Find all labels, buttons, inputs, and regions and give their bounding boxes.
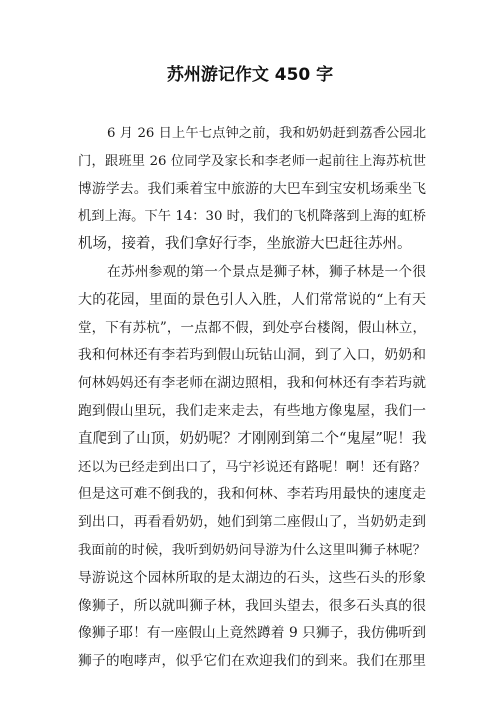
text-line: 狮子的咆哮声，似乎它们在欢迎我们的到来。我们在那里: [78, 653, 426, 670]
text-line: 机场，接着，我们拿好行李，坐旅游大巴赶往苏州。: [78, 236, 412, 253]
document-title: 苏州游记作文 450 字: [166, 65, 334, 85]
text-line: 机到上海。下午 14：30 时，我们的飞机降落到上海的虹桥: [78, 209, 426, 225]
document-body: [78, 120, 426, 676]
text-line: 门，跟班里 26 位同学及家长和李老师一起前往上海苏杭世: [78, 153, 426, 169]
text-line: 直爬到了山顶，奶奶呢？才刚刚到第二个“鬼屋”呢！我: [78, 430, 426, 447]
text-line: 堂，下有苏杭”，一点都不假，到处亭台楼阁，假山林立，: [78, 319, 426, 336]
text-line: 像狮子，所以就叫狮子林，我回头望去，很多石头真的很: [78, 597, 426, 614]
text-line: 像狮子耶！有一座假山上竟然蹲着 9 只狮子，我仿佛听到: [78, 625, 426, 642]
text-line: 我和何林还有李若玙到假山玩钻山洞，到了入口，奶奶和: [78, 347, 426, 364]
text-line: 何林妈妈还有李老师在湖边照相，我和何林还有李若玙就: [78, 375, 426, 392]
text-line: 6 月 26 日上午七点钟之前，我和奶奶赶到荔香公园北: [107, 126, 426, 141]
text-line: 大的花园，里面的景色引人入胜，人们常常说的“上有天: [78, 291, 426, 308]
text-line: 但是这可难不倒我的，我和何林、李若玙用最快的速度走: [78, 486, 426, 503]
text-line: 还以为已经走到出口了，马宁衫说还有路呢！啊！还有路？: [78, 459, 426, 475]
text-line: 我面前的时候，我听到奶奶问导游为什么这里叫狮子林呢？: [78, 542, 426, 558]
text-line: 导游说这个园林所取的是太湖边的石头，这些石头的形象: [78, 569, 426, 586]
text-line: 跑到假山里玩，我们走来走去，有些地方像鬼屋，我们一: [78, 402, 426, 419]
text-line: 博游学去。我们乘着宝中旅游的大巴车到宝安机场乘坐飞: [78, 180, 426, 197]
text-line: 到出口，再看看奶奶，她们到第二座假山了，当奶奶走到: [78, 514, 426, 531]
text-line: 在苏州参观的第一个景点是狮子林，狮子林是一个很: [107, 263, 426, 280]
